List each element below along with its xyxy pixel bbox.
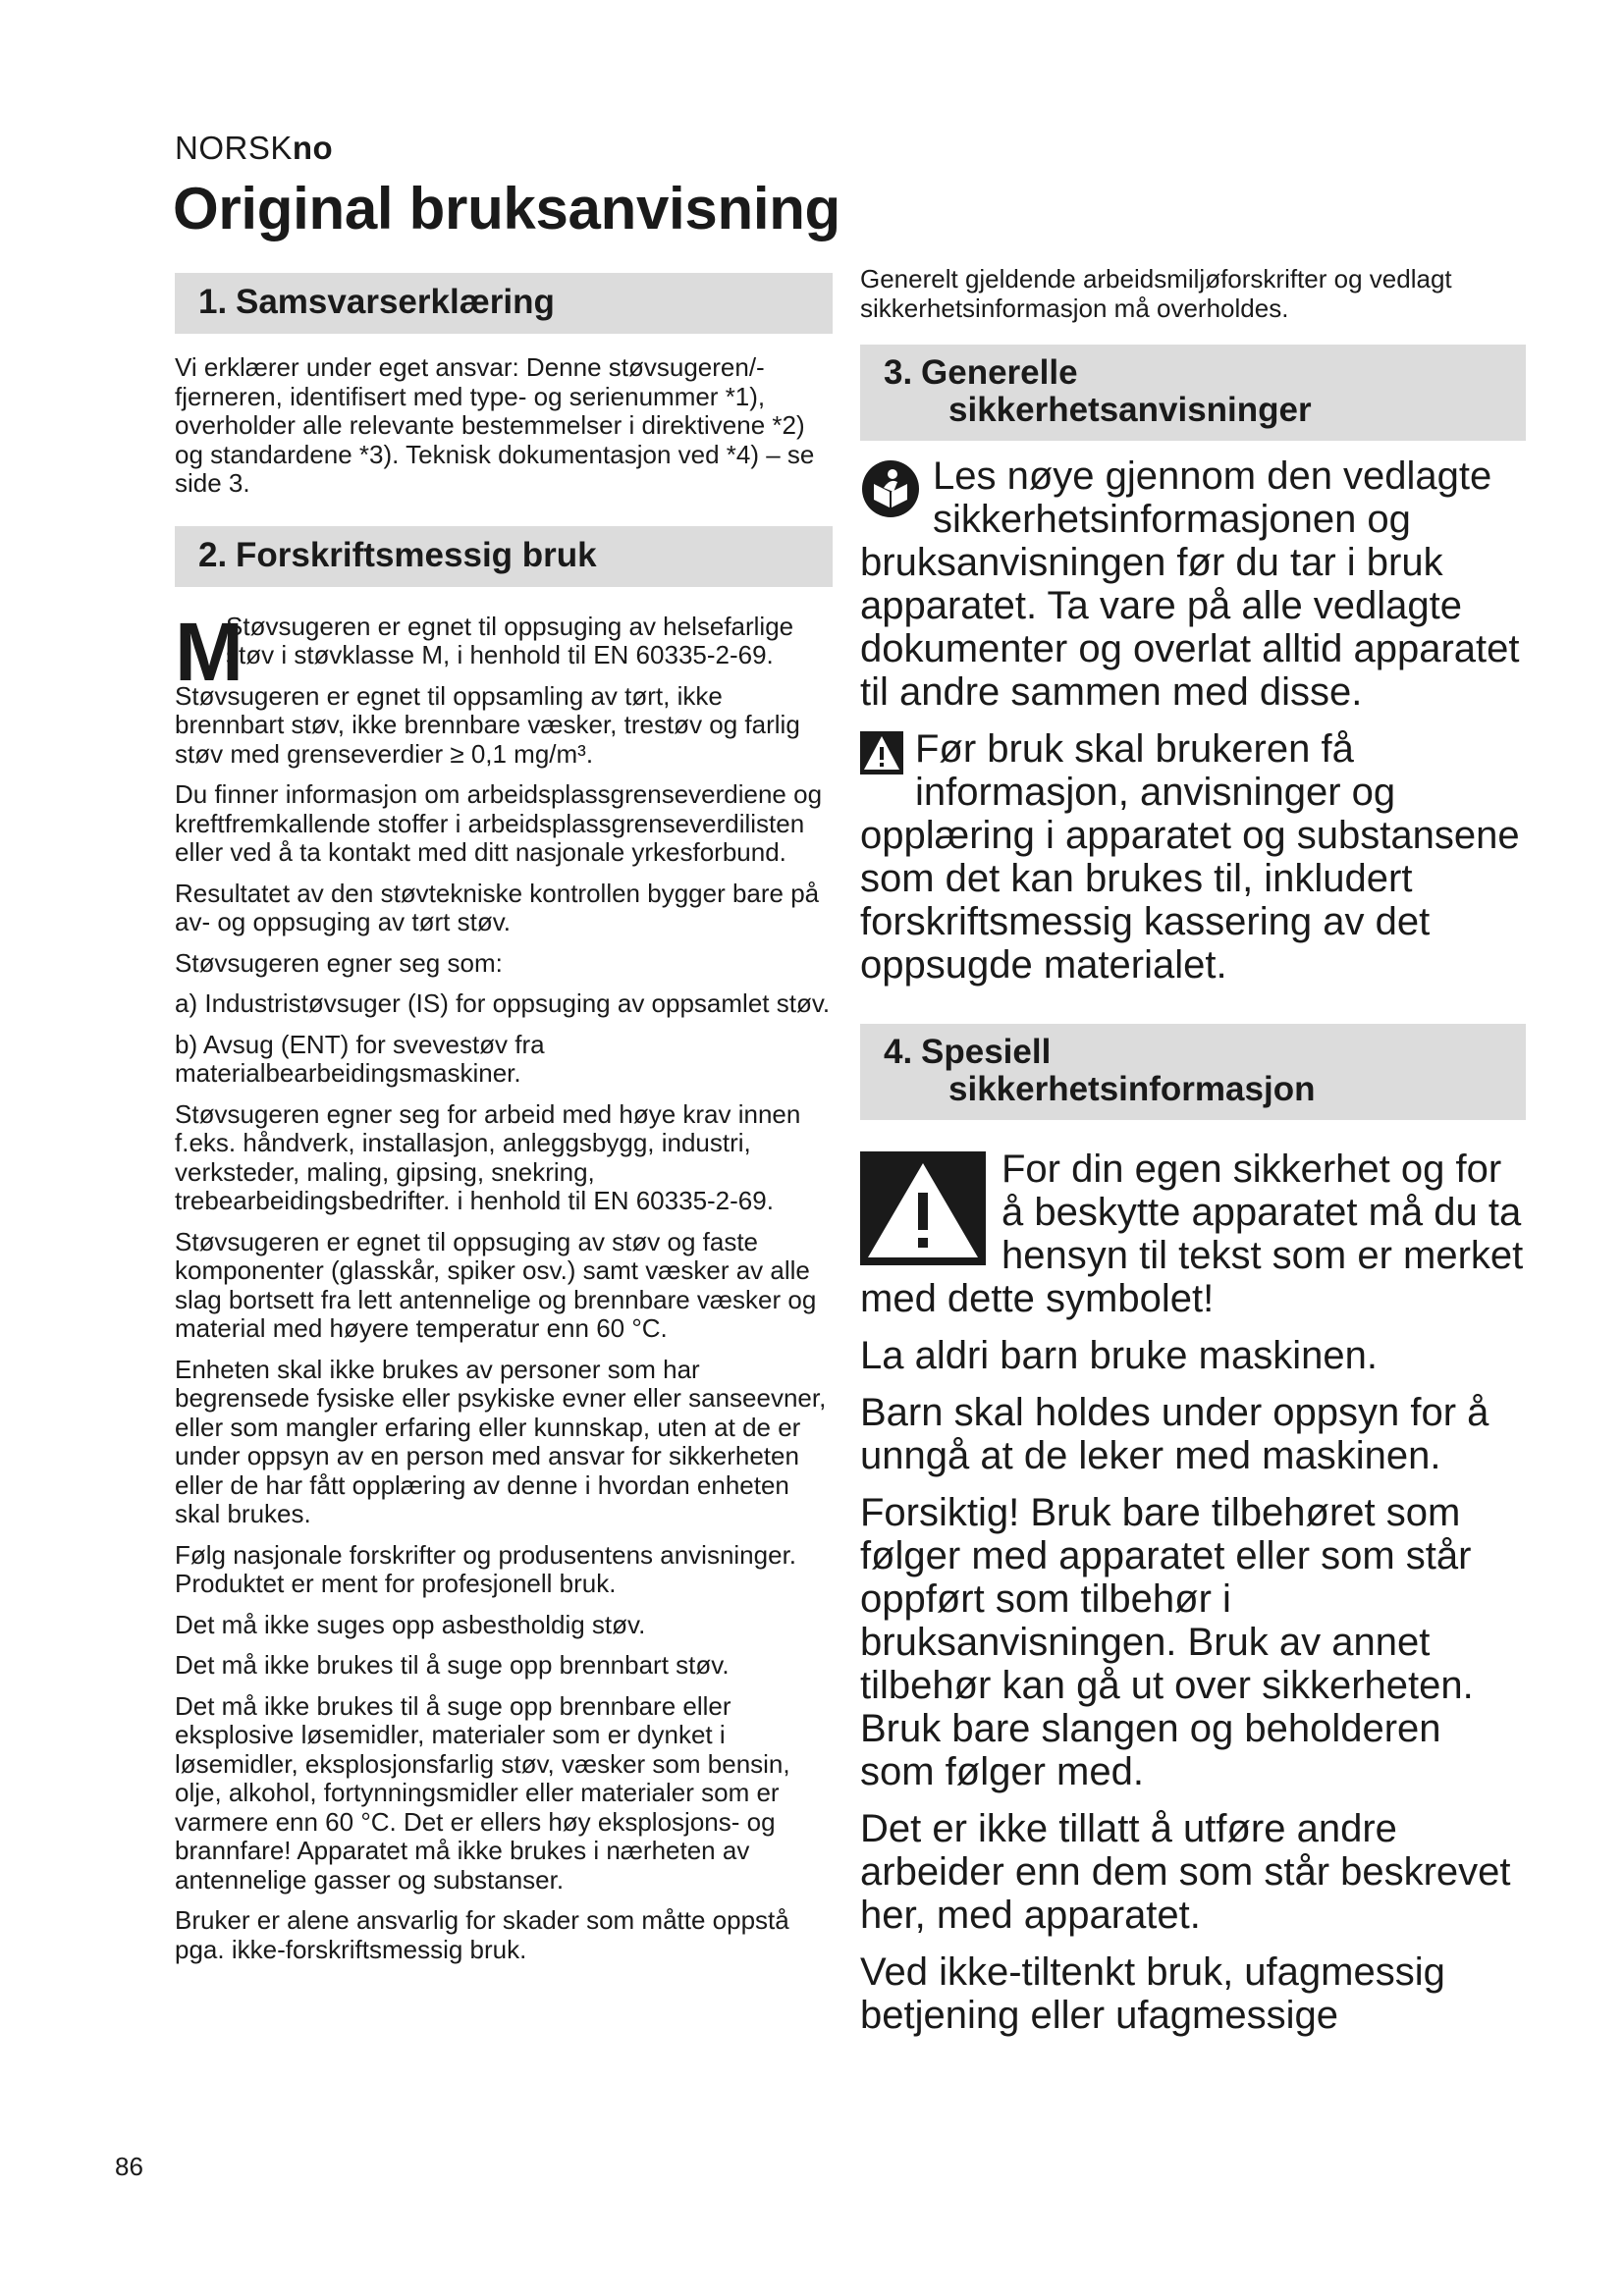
paragraph: Støvsugeren er egnet til oppsuging av støv og faste komponenter (glasskår, spiker osv.) samt væsker av alle slag bortsett fra lett antennelige og brennbare væsker og material med høyere temperatur enn 60 °C.: [175, 1226, 817, 1343]
paragraph: Enheten skal ikke brukes av personer som har begrensede fysiske eller psykiske evner eller sanseevner, eller som mangler erfaring eller kunnskap, uten at de er under oppsyn av en person med ansvar for sikkerheten eller de har fått opplæring av denne i hvordan enheten skal brukes.: [175, 1354, 827, 1528]
section-2-heading: 2. Forskriftsmessig bruk: [175, 526, 833, 587]
dropcap-paragraph: [175, 605, 833, 698]
dropcap-letter: M: [175, 605, 244, 698]
section-1-body: Vi erklærer under eget ansvar: Denne støvsugeren/-fjerneren, identifisert med type- og serienummer *1), overholder alle relevante bestemmelser i direktivene *2) og standardene *3). Teknisk dokumentasjon ved *4) – se side 3.: [175, 352, 815, 498]
paragraph: Det må ikke brukes til å suge opp brennbart støv.: [175, 1650, 730, 1680]
list-item: b) Avsug (ENT) for svevestøv fra materialbearbeidingsmaskiner.: [175, 1029, 545, 1088]
warning-triangle-icon: [860, 731, 903, 783]
paragraph: Det må ikke brukes til å suge opp brennbare eller eksplosive løsemidler, materialer som er dynket i løsemidler, eksplosjonsfarlig støv, væsker som bensin, olje, alkohol, fortynningsmidler eller materialer som er varmere enn 60 °C. Det er ellers høy eksplosjons- og brannfare! Apparatet må ikke brukes i nærheten av antennelige gasser og substanser.: [175, 1690, 790, 1895]
paragraph: Støvsugeren egner seg som:: [175, 947, 503, 978]
paragraph: Du finner informasjon om arbeidsplassgrenseverdiene og kreftfremkallende stoffer i arbeidsplassgrenseverdilisten eller ved å ta kontakt med ditt nasjonale yrkesforbund.: [175, 779, 823, 867]
paragraph: Barn skal holdes under oppsyn for å unngå at de leker med maskinen.: [860, 1391, 1489, 1477]
left-column: [175, 273, 833, 1976]
paragraph: Støvsugeren egner seg for arbeid med høye krav innen f.eks. håndverk, installasjon, anleggsbygg, industri, verksteder, maling, gipsing, snekring, trebearbeidingsbedrifter. i henhold til EN 60335-2-69.: [175, 1098, 801, 1215]
paragraph: Ved ikke-tiltenkt bruk, ufagmessig betjening eller ufagmessige: [860, 1950, 1445, 2037]
read-manual-icon: [860, 458, 921, 528]
section-4-heading: 4. Spesiell sikkerhetsinformasjon: [860, 1024, 1526, 1120]
warning-triangle-large-icon: [860, 1151, 986, 1274]
section-3-paragraph-1: Les nøye gjennom den vedlagte sikkerhetsinformasjonen og bruksanvisningen før du tar i bruk apparatet. Ta vare på alle vedlagte dokumenter og overlat alltid apparatet til andre sammen med disse.: [860, 454, 1520, 714]
section-1-heading: 1. Samsvarserklæring: [175, 273, 833, 334]
right-column: [860, 265, 1526, 2051]
paragraph: Det er ikke tillatt å utføre andre arbeider enn dem som står beskrevet her, med apparatet.: [860, 1807, 1511, 1937]
paragraph: Resultatet av den støvtekniske kontrollen bygger bare på av- og oppsuging av tørt støv.: [175, 878, 820, 936]
paragraph: Forsiktig! Bruk bare tilbehøret som følger med apparatet eller som står oppført som tilbehør i bruksanvisningen. Bruk av annet tilbehør kan gå ut over sikkerheten. Bruk bare slangen og beholderen som følger med.: [860, 1491, 1474, 1793]
paragraph: Støvsugeren er egnet til oppsamling av tørt, ikke brennbart støv, ikke brennbare væsker, trestøv og farlig støv med grenseverdier ≥ 0,1 mg/m³.: [175, 680, 800, 769]
paragraph: Bruker er alene ansvarlig for skader som måtte oppstå pga. ikke-forskriftsmessig bruk.: [175, 1905, 789, 1964]
page-number: 86: [115, 2152, 143, 2181]
paragraph: La aldri barn bruke maskinen.: [860, 1334, 1378, 1377]
intro-paragraph: Generelt gjeldende arbeidsmiljøforskrifter og vedlagt sikkerhetsinformasjon må overholdes.: [860, 264, 1452, 323]
section-3-heading: 3. Generelle sikkerhetsanvisninger: [860, 345, 1526, 441]
page-title: Original bruksanvisning: [173, 176, 840, 241]
paragraph: Følg nasjonale forskrifter og produsentens anvisninger. Produktet er ment for profesjonell bruk.: [175, 1539, 797, 1598]
language-label: NORSKno: [175, 130, 334, 166]
dropcap-text: Støvsugeren er egnet til oppsuging av helsefarlige støv i støvklasse M, i henhold til EN 60335-2-69.: [226, 611, 794, 669]
section-4-paragraph-1: For din egen sikkerhet og for å beskytte apparatet må du ta hensyn til tekst som er merket med dette symbolet!: [860, 1148, 1524, 1320]
list-item: a) Industristøvsuger (IS) for oppsuging av oppsamlet støv.: [175, 988, 831, 1018]
paragraph: Det må ikke suges opp asbestholdig støv.: [175, 1609, 646, 1639]
section-3-paragraph-2: Før bruk skal brukeren få informasjon, anvisninger og opplæring i apparatet og substansene som det kan brukes til, inkludert forskriftsmessig kassering av det oppsugde materialet.: [860, 727, 1520, 987]
